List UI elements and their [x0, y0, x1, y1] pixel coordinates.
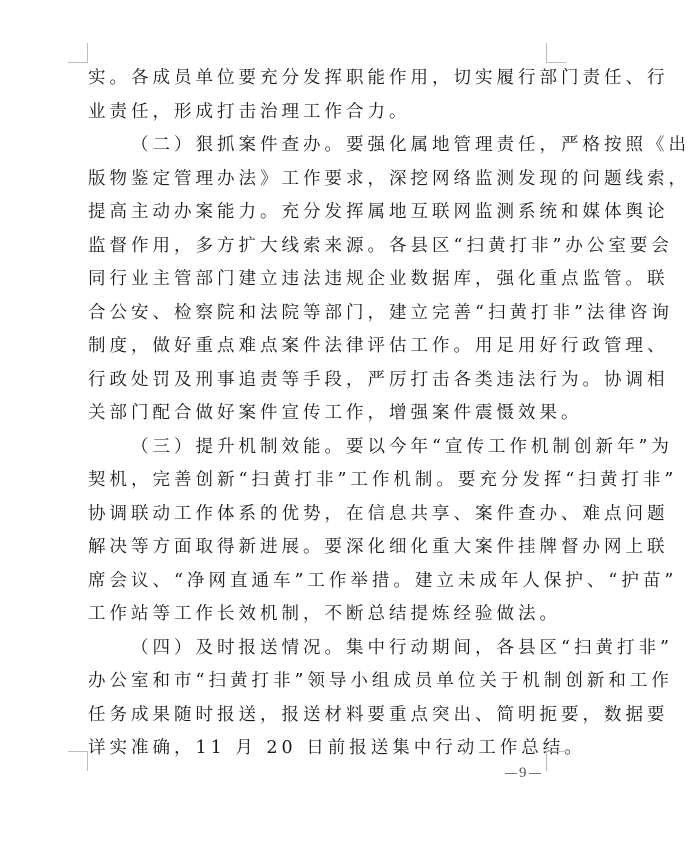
text-line: 版物鉴定管理办法》工作要求，深挖网络监测发现的问题线索， [88, 168, 690, 189]
text-line: 详实准确，11 月 20 日前报送集中行动工作总结。 [88, 738, 586, 758]
page-number-dash-left [505, 773, 517, 774]
margin-corner-mark-bottom-left [68, 751, 88, 771]
text-line: 工作站等工作长效机制，不断总结提炼经验做法。 [88, 604, 561, 624]
text-line: 合公安、检察院和法院等部门，建立完善“扫黄打非”法律咨询 [88, 302, 673, 323]
text-line: 监督作用，多方扩大线索来源。各县区“扫黄打非”办公室要会 [88, 235, 673, 256]
page-number [505, 765, 541, 782]
margin-corner-mark-top-left [68, 43, 88, 63]
section-heading-line: （四）及时报送情况。集中行动期间，各县区“扫黄打非” [131, 637, 673, 658]
text-line: 任务成果随时报送，报送材料要重点突出、简明扼要，数据要 [88, 704, 669, 725]
page-number-dash-right [529, 773, 541, 774]
text-line: 协调联动工作体系的优势，在信息共享、案件查办、难点问题 [88, 503, 669, 524]
section-heading-line: （二）狠抓案件查办。要强化属地管理责任，严格按照《出 [131, 135, 690, 155]
text-line: 席会议、“净网直通车”工作举措。建立未成年人保护、“护苗” [88, 570, 678, 591]
text-line: 关部门配合做好案件宣传工作，增强案件震慑效果。 [88, 403, 583, 423]
text-line: 解决等方面取得新进展。要深化细化重大案件挂牌督办网上联 [88, 537, 669, 557]
margin-corner-mark-bottom-right [546, 751, 566, 771]
margin-corner-mark-top-right [546, 43, 566, 63]
text-line: 制度，做好重点难点案件法律评估工作。用足用好行政管理、 [88, 336, 669, 356]
document-body [88, 66, 690, 770]
text-line: 行政处罚及刑事追责等手段，严厉打击各类违法行为。协调相 [88, 369, 669, 390]
section-heading-line: （三）提升机制效能。要以今年“宣传工作机制创新年”为 [131, 436, 673, 457]
text-line: 提高主动办案能力。充分发挥属地互联网监测系统和媒体舆论 [88, 202, 669, 222]
text-line: 实。各成员单位要充分发挥职能作用，切实履行部门责任、行 [88, 68, 669, 88]
text-line: 业责任，形成打击治理工作合力。 [88, 101, 411, 122]
text-line: 办公室和市“扫黄打非”领导小组成员单位关于机制创新和工作 [88, 671, 673, 691]
text-line: 契机，完善创新“扫黄打非”工作机制。要充分发挥“扫黄打非” [88, 470, 678, 490]
page-number-value: 9 [519, 765, 527, 781]
text-line: 同行业主管部门建立违法违规企业数据库，强化重点监管。联 [88, 269, 669, 289]
